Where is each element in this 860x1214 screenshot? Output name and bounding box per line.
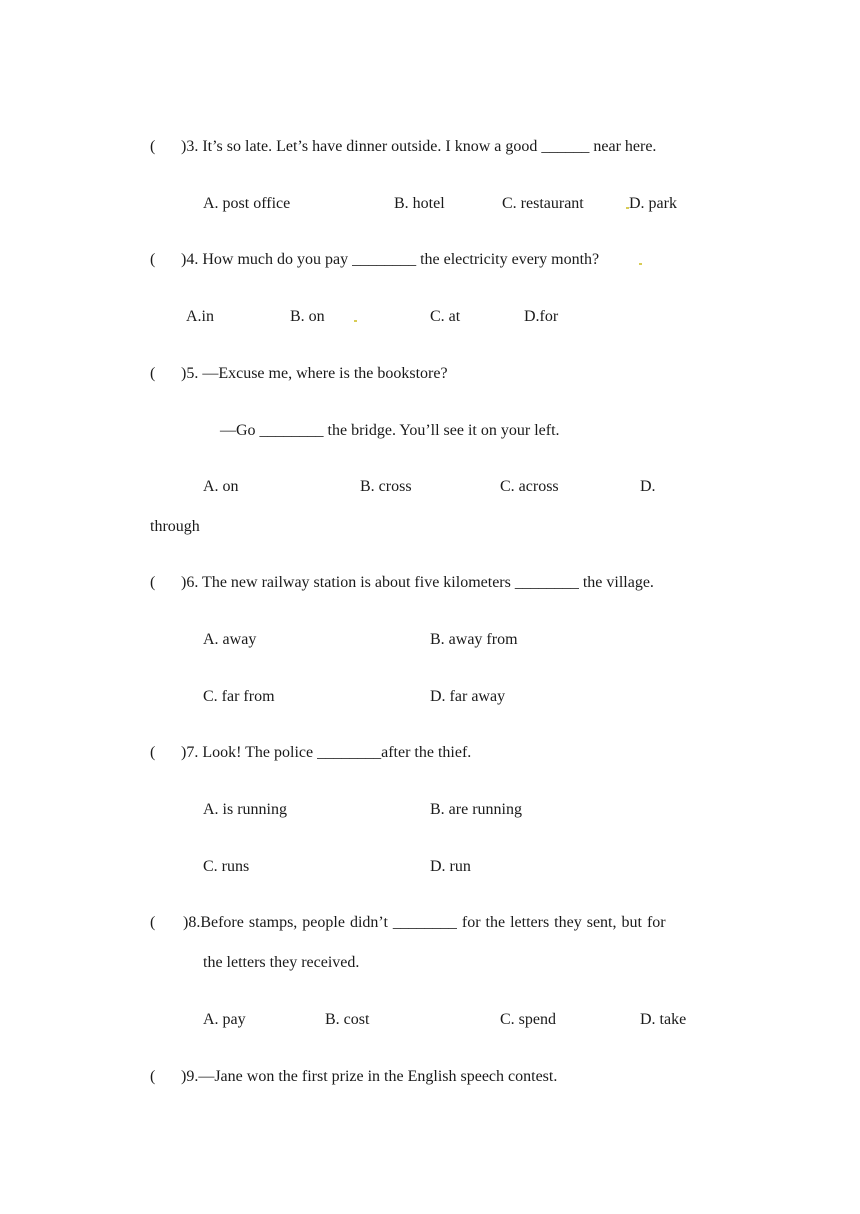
highlight-mark [639,263,642,265]
option-a: A. pay [203,1011,246,1028]
answer-bracket: ( [150,365,156,382]
option-d-wrapped-text: through [150,518,200,535]
option-a: A. post office [203,195,291,212]
option-d: D. far away [430,688,506,705]
question-stem: )9.—Jane won the first prize in the English speech contest. [181,1068,558,1085]
option-c: C. restaurant [502,195,584,212]
option-a: A. is running [203,801,287,818]
option-a: A.in [186,308,214,325]
option-d: D. [640,478,656,495]
question-stem: )5. —Excuse me, where is the bookstore? [181,365,448,382]
option-c: C. across [500,478,559,495]
question-stem: )6. The new railway station is about five kilometers ________ the village. [181,574,654,591]
option-d: D.for [524,308,559,325]
option-c: C. spend [500,1011,556,1028]
answer-bracket: ( [150,574,156,591]
option-c: C. runs [203,858,250,875]
question-stem: )7. Look! The police ________after the thief. [181,744,472,761]
question-stem-continued: the letters they received. [203,954,360,971]
highlight-mark [354,320,357,322]
option-b: B. on [290,308,325,325]
option-c: C. far from [203,688,275,705]
answer-bracket: ( [150,1068,156,1085]
question-stem: )8.Before stamps, people didn’t ________ for the letters they sent, but for [183,914,666,931]
option-a: A. on [203,478,239,495]
option-c: C. at [430,308,461,325]
question-stem: )4. How much do you pay ________ the electricity every month? [181,251,600,268]
option-d: D. run [430,858,471,875]
option-b: B. away from [430,631,518,648]
option-d: D. take [640,1011,687,1028]
answer-bracket: ( [150,914,156,931]
option-b: B. hotel [394,195,445,212]
answer-bracket: ( [150,744,156,761]
question-stem-continued: —Go ________ the bridge. You’ll see it on your left. [220,422,560,439]
option-b: B. cross [360,478,412,495]
option-b: B. are running [430,801,522,818]
option-b: B. cost [325,1011,370,1028]
option-d: D. park [629,195,677,212]
answer-bracket: ( [150,251,156,268]
option-a: A. away [203,631,257,648]
answer-bracket: ( [150,138,156,155]
question-stem: )3. It’s so late. Let’s have dinner outside. I know a good ______ near here. [181,138,657,155]
